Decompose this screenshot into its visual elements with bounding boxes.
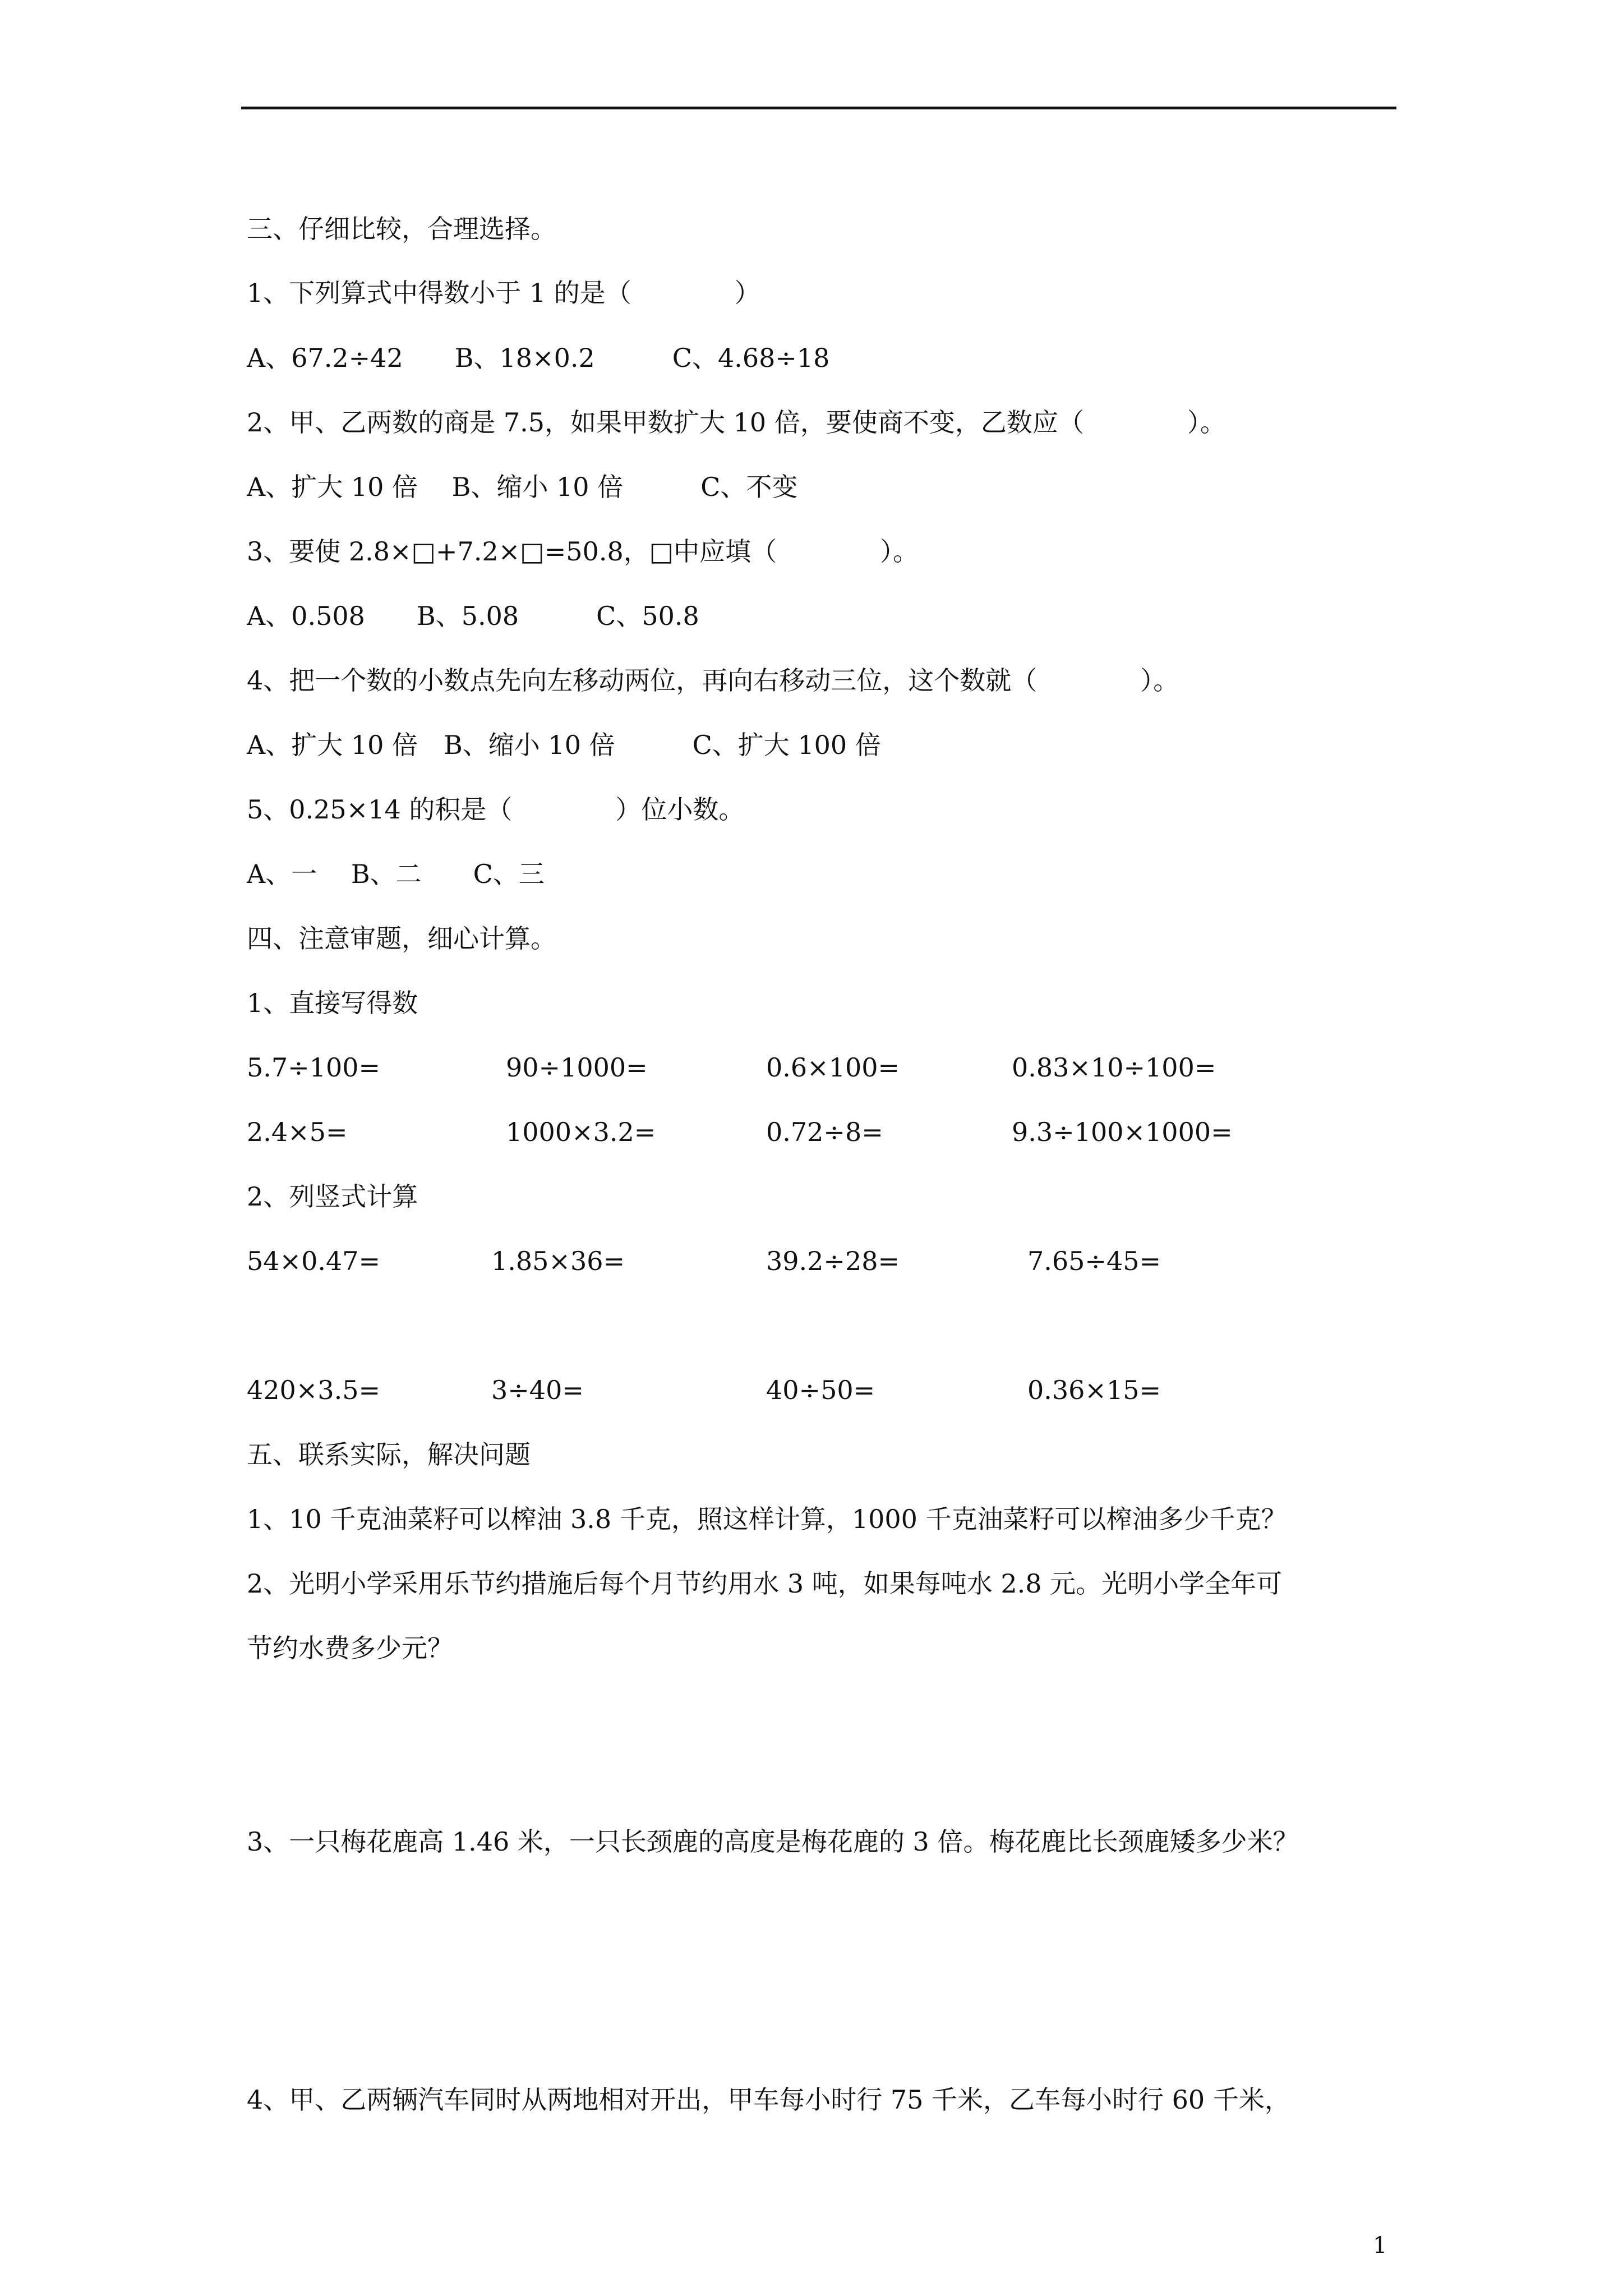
calc-item: 39.2÷28= [766,1246,900,1276]
calc-item: 54×0.47= [247,1246,381,1276]
calc-item: 40÷50= [766,1375,875,1405]
calc-item: 0.72÷8= [766,1117,883,1147]
word-problem-2-continued: 节约水费多少元？ [247,1633,453,1663]
section5-title: 五、联系实际，解决问题 [247,1439,531,1470]
calc-item: 9.3÷100×1000= [1012,1117,1233,1147]
calc-item: 1.85×36= [491,1246,625,1276]
question-2-options: A、扩大 10 倍 B、缩小 10 倍 C、不变 [247,472,798,502]
page-number: 1 [1373,2233,1387,2258]
calc-item: 0.36×15= [1027,1375,1161,1405]
calc-item: 5.7÷100= [247,1052,381,1083]
calc-item: 2.4×5= [247,1117,348,1147]
calc-item: 90÷1000= [506,1052,648,1083]
question-3-options: A、0.508 B、5.08 C、50.8 [247,601,699,631]
word-problem-1: 1、10 千克油菜籽可以榨油 3.8 千克，照这样计算，1000 千克油菜籽可以榨油多少千克？ [247,1504,1287,1534]
subsection-vertical-calculation: 2、列竖式计算 [247,1181,418,1212]
word-problem-3: 3、一只梅花鹿高 1.46 米，一只长颈鹿的高度是梅花鹿的 3 倍。梅花鹿比长颈鹿矮多少米？ [247,1826,1299,1857]
calc-item: 7.65÷45= [1027,1246,1161,1276]
question-4-options: A、扩大 10 倍 B、缩小 10 倍 C、扩大 100 倍 [247,730,881,760]
calc-item: 3÷40= [491,1375,584,1405]
question-3: 3、要使 2.8×□+7.2×□=50.8，□中应填（ ）。 [247,536,919,567]
word-problem-2: 2、光明小学采用乐节约措施后每个月节约用水 3 吨，如果每吨水 2.8 元。光明小学全年可 [247,1568,1283,1599]
calc-item: 1000×3.2= [506,1117,656,1147]
question-4: 4、把一个数的小数点先向左移动两位，再向右移动三位，这个数就（ ）。 [247,665,1179,696]
question-5-options: A、一 B、二 C、三 [247,859,545,889]
question-1-options: A、67.2÷42 B、18×0.2 C、4.68÷18 [247,343,830,373]
calc-item: 420×3.5= [247,1375,381,1405]
question-2: 2、甲、乙两数的商是 7.5，如果甲数扩大 10 倍，要使商不变，乙数应（ ）。 [247,407,1226,438]
section4-title: 四、注意审题，细心计算。 [247,923,556,954]
header-rule [241,107,1396,109]
question-1: 1、下列算式中得数小于 1 的是（ ） [247,278,760,308]
subsection-direct-answers: 1、直接写得数 [247,988,418,1018]
question-5: 5、0.25×14 的积是（ ）位小数。 [247,794,745,825]
word-problem-4: 4、甲、乙两辆汽车同时从两地相对开出，甲车每小时行 75 千米，乙车每小时行 60 千米， [247,2085,1290,2115]
calc-item: 0.6×100= [766,1052,900,1083]
calc-item: 0.83×10÷100= [1012,1052,1216,1083]
section3-title: 三、仔细比较，合理选择。 [247,214,556,244]
